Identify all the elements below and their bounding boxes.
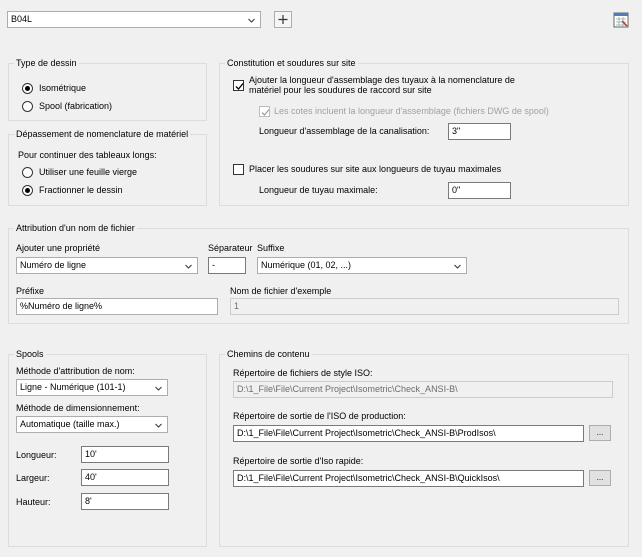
- add-length-checkbox[interactable]: [233, 80, 244, 91]
- suffix-value: Numérique (01, 02, ...): [261, 260, 352, 270]
- checkmark-icon: [234, 81, 245, 92]
- prod-dir-value: D:\1_File\File\Current Project\Isometric\Check_ANSI-B\ProdIsos\: [237, 428, 496, 438]
- quick-dir-input[interactable]: [233, 470, 584, 487]
- assembly-length-value: 3": [452, 126, 461, 136]
- naming-method-value: Ligne - Numérique (101-1): [20, 382, 126, 392]
- chevron-down-icon: [185, 263, 192, 270]
- prod-dir-browse-button[interactable]: [589, 425, 611, 441]
- suffix-label: Suffixe: [257, 243, 285, 253]
- separator-label: Séparateur: [208, 243, 253, 253]
- max-length-label: Longueur de tuyau maximale:: [259, 185, 378, 195]
- radio-spool-label[interactable]: Spool (fabrication): [39, 101, 113, 111]
- width-input[interactable]: [81, 469, 169, 486]
- radio-isometrique-label[interactable]: Isométrique: [39, 83, 87, 93]
- quick-dir-browse-button[interactable]: [589, 470, 611, 486]
- config-combo-value: B04L: [11, 14, 33, 24]
- add-property-label: Ajouter une propriété: [16, 243, 101, 253]
- length-label: Longueur:: [16, 450, 57, 460]
- width-label: Largeur:: [16, 473, 50, 483]
- add-property-combo[interactable]: [16, 257, 198, 274]
- height-label: Hauteur:: [16, 497, 51, 507]
- sizing-method-combo[interactable]: [16, 416, 168, 433]
- dims-include-label[interactable]: Les cotes incluent la longueur d'assemblage (fichiers DWG de spool): [274, 106, 549, 116]
- spools-title: Spools: [16, 349, 44, 359]
- naming-method-combo[interactable]: [16, 379, 168, 396]
- add-property-value: Numéro de ligne: [20, 260, 87, 270]
- width-value: 40': [85, 472, 97, 482]
- prefix-label: Préfixe: [16, 286, 45, 296]
- add-length-label-1[interactable]: Ajouter la longueur d'assemblage des tuyaux à la nomenclature de: [249, 75, 515, 85]
- type-dessin-group: [8, 58, 207, 121]
- separator-input[interactable]: [208, 257, 246, 274]
- place-welds-label[interactable]: Placer les soudures sur site aux longueurs de tuyau maximales: [249, 164, 502, 174]
- depassement-title: Dépassement de nomenclature de matériel: [16, 129, 189, 139]
- separator-value: -: [212, 260, 215, 270]
- browse-label: ...: [596, 473, 604, 482]
- sizing-method-label: Méthode de dimensionnement:: [16, 403, 140, 413]
- report-button[interactable]: [613, 12, 629, 28]
- radio-split-drawing-label[interactable]: Fractionner le dessin: [39, 185, 123, 195]
- quick-dir-value: D:\1_File\File\Current Project\Isometric\Check_ANSI-B\QuickIsos\: [237, 473, 500, 483]
- checkmark-icon: [260, 107, 271, 118]
- radio-spool[interactable]: [22, 101, 33, 112]
- radio-split-drawing[interactable]: [22, 185, 33, 196]
- style-dir-label: Répertoire de fichiers de style ISO:: [233, 368, 373, 378]
- spreadsheet-icon: [613, 12, 629, 28]
- chevron-down-icon: [454, 263, 461, 270]
- naming-method-label: Méthode d'attribution de nom:: [16, 366, 135, 376]
- paths-title: Chemins de contenu: [227, 349, 310, 359]
- config-combo[interactable]: [7, 11, 261, 28]
- chevron-down-icon: [155, 385, 162, 392]
- dims-include-checkbox[interactable]: [259, 106, 270, 117]
- quick-dir-label: Répertoire de sortie d'Iso rapide:: [233, 456, 364, 466]
- prod-dir-input[interactable]: [233, 425, 584, 442]
- length-input[interactable]: [81, 446, 169, 463]
- depassement-prompt: Pour continuer des tableaux longs:: [18, 150, 157, 160]
- type-dessin-title: Type de dessin: [16, 58, 77, 68]
- prod-dir-label: Répertoire de sortie de l'ISO de production:: [233, 411, 406, 421]
- place-welds-checkbox[interactable]: [233, 164, 244, 175]
- chevron-down-icon: [248, 17, 255, 24]
- height-value: 8': [85, 496, 92, 506]
- style-dir-input: [233, 381, 613, 398]
- style-dir-value: D:\1_File\File\Current Project\Isometric\Check_ANSI-B\: [237, 384, 458, 394]
- prefix-value: %Numéro de ligne%: [20, 301, 103, 311]
- radio-blank-sheet[interactable]: [22, 167, 33, 178]
- add-length-label-2[interactable]: matériel pour les soudures de raccord sur site: [249, 85, 432, 95]
- plus-icon: [275, 12, 291, 27]
- assembly-length-input[interactable]: [448, 123, 511, 140]
- sizing-method-value: Automatique (taille max.): [20, 419, 120, 429]
- filename-title: Attribution d'un nom de fichier: [16, 223, 135, 233]
- length-value: 10': [85, 449, 97, 459]
- prefix-input[interactable]: [16, 298, 218, 315]
- add-config-button[interactable]: [274, 11, 292, 28]
- max-length-input[interactable]: [448, 182, 511, 199]
- radio-isometrique[interactable]: [22, 83, 33, 94]
- assembly-length-label: Longueur d'assemblage de la canalisation:: [259, 126, 430, 136]
- example-value: 1: [234, 301, 240, 311]
- height-input[interactable]: [81, 493, 169, 510]
- chevron-down-icon: [155, 422, 162, 429]
- example-label: Nom de fichier d'exemple: [230, 286, 332, 296]
- suffix-combo[interactable]: [257, 257, 467, 274]
- constitution-title: Constitution et soudures sur site: [227, 58, 356, 68]
- example-output: [230, 298, 619, 315]
- browse-label: ...: [596, 428, 604, 437]
- max-length-value: 0": [452, 185, 461, 195]
- radio-blank-sheet-label[interactable]: Utiliser une feuille vierge: [39, 167, 138, 177]
